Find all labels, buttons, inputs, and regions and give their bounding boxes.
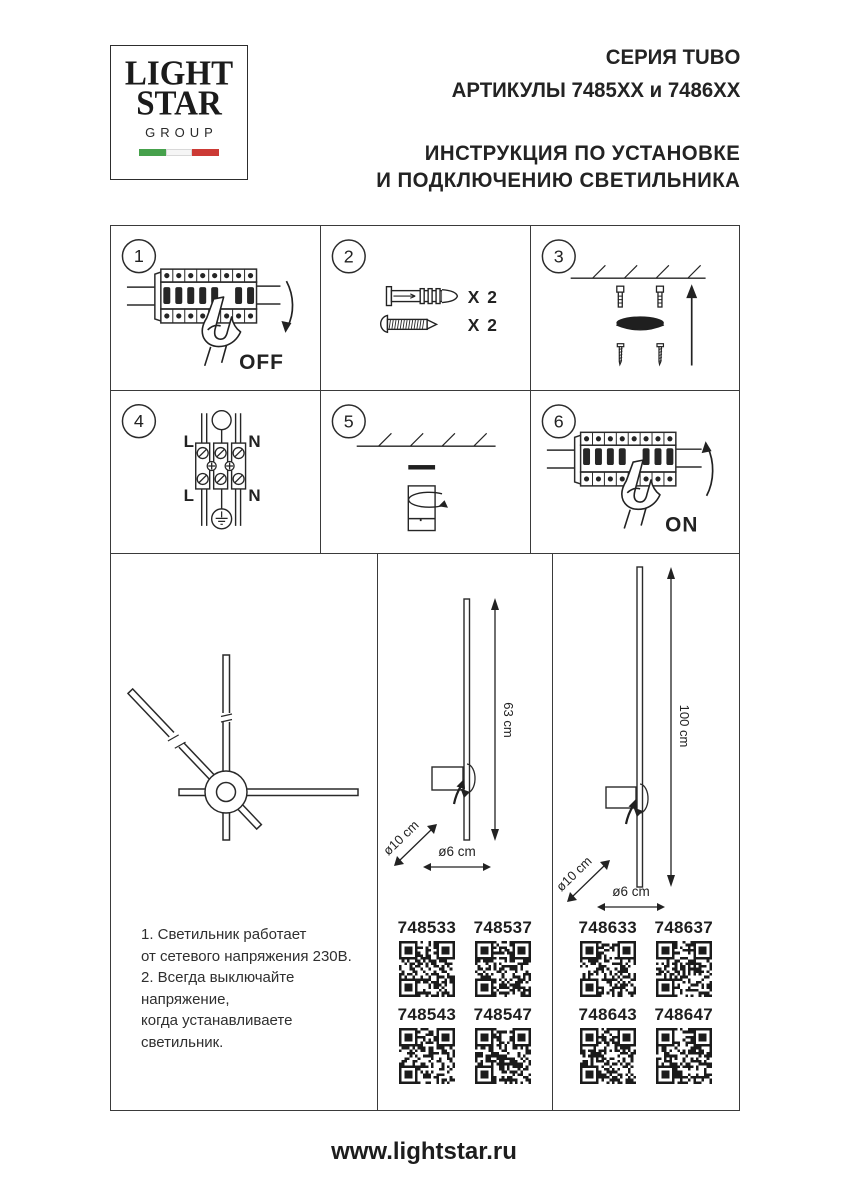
- height-dimension: [491, 598, 516, 841]
- terminal-n-top: N: [248, 432, 261, 452]
- steps-row-1: [111, 226, 739, 390]
- article-number: 748633: [578, 918, 638, 937]
- mount-dia-label: ø10 cm: [380, 817, 423, 859]
- canopy-attach-diagram: [321, 391, 529, 553]
- height-dimension: [667, 567, 692, 887]
- document-titles: [376, 46, 740, 194]
- flag-red: [192, 149, 219, 156]
- dowel-icon: [387, 287, 458, 306]
- variant-63-cell: [377, 554, 551, 1110]
- height-label: 100 cm: [676, 704, 692, 748]
- qr-code: [656, 941, 712, 997]
- steps-row-2: [111, 390, 739, 553]
- fixture-overview-sketch: [111, 570, 377, 900]
- step-1-cell: [111, 226, 320, 390]
- article-item: [398, 1005, 457, 1084]
- qr-code: [475, 1028, 531, 1084]
- ceiling-line: [570, 265, 705, 278]
- ceiling-mount-diagram: [531, 226, 739, 390]
- step-number: 1: [133, 246, 144, 267]
- pointing-hand: [202, 297, 240, 366]
- instruction-grid: [110, 225, 740, 1111]
- article-number: 748537: [473, 918, 533, 937]
- step-6-cell: [530, 391, 739, 553]
- step-3-cell: [530, 226, 739, 390]
- flag-white: [166, 149, 193, 156]
- article-item: [655, 1005, 714, 1084]
- breaker-on-diagram: [531, 391, 739, 553]
- note-line-3: 2. Всегда выключайте напряжение,: [141, 969, 295, 1008]
- fixture-overview-cell: [111, 554, 377, 1110]
- qr-code: [399, 941, 455, 997]
- note-line-2: от сетевого напряжения 230В.: [141, 947, 352, 965]
- step-number: 3: [553, 246, 564, 267]
- step-number: 6: [553, 411, 564, 432]
- article-number: 748547: [473, 1005, 533, 1024]
- article-item: [474, 1005, 533, 1084]
- note-line-1: 1. Светильник работает: [141, 926, 307, 943]
- articles-title: АРТИКУЛЫ 7485ХХ и 7486ХХ: [451, 79, 740, 102]
- variant-100-cell: [552, 554, 739, 1110]
- fixture-100-drawing: [552, 554, 739, 916]
- terminal-l-top: L: [183, 432, 194, 452]
- screw-icons: [617, 344, 663, 365]
- tube-dia-label: ø6 cm: [612, 884, 650, 899]
- bottom-row: [111, 553, 739, 1110]
- tube-diameter-dimension: [597, 884, 665, 911]
- dowel-qty-label: X 2: [468, 287, 499, 308]
- tube-dia-label: ø6 cm: [438, 844, 477, 859]
- step-4-cell: [111, 391, 320, 553]
- qr-code: [475, 941, 531, 997]
- article-item: [655, 918, 714, 997]
- screw-qty-label: X 2: [468, 314, 499, 335]
- safety-notes: [141, 924, 377, 1053]
- up-arrow: [686, 284, 697, 365]
- flag-green: [139, 149, 166, 156]
- step-number: 2: [344, 246, 355, 267]
- qr-code: [580, 941, 636, 997]
- screw-icon: [381, 315, 437, 332]
- article-number: 748637: [654, 918, 714, 937]
- step-5-cell: [320, 391, 529, 553]
- qr-code: [399, 1028, 455, 1084]
- terminal-block-diagram: [111, 391, 320, 553]
- article-number: 748533: [397, 918, 457, 937]
- article-number: 748647: [654, 1005, 714, 1024]
- qr-code: [656, 1028, 712, 1084]
- logo-line2: STAR: [136, 84, 222, 124]
- instruction-title: [376, 140, 740, 194]
- article-item: [474, 918, 533, 997]
- ceiling-line: [357, 433, 496, 446]
- article-item: [579, 1005, 638, 1084]
- note-line-4: когда устанавливаете светильник.: [141, 1012, 293, 1051]
- mount-plate: [409, 465, 436, 469]
- step-number: 5: [344, 411, 355, 432]
- breaker-off-diagram: [111, 226, 320, 390]
- anchor-icons: [616, 286, 663, 307]
- mount-dia-label: ø10 cm: [552, 853, 595, 895]
- qr-grid-63: [399, 918, 531, 1084]
- mount-diameter-dimension: [553, 853, 610, 902]
- instruction-title-line1: ИНСТРУКЦИЯ ПО УСТАНОВКЕ: [424, 142, 740, 165]
- mount-diameter-dimension: [380, 817, 437, 866]
- article-number: 748643: [578, 1005, 638, 1024]
- rotate-up-arrow: [701, 441, 712, 496]
- qr-grid-100: [580, 918, 712, 1084]
- instruction-title-line2: И ПОДКЛЮЧЕНИЮ СВЕТИЛЬНИКА: [375, 169, 740, 192]
- canopy-plate: [616, 316, 664, 329]
- article-item: [579, 918, 638, 997]
- height-label: 63 cm: [501, 702, 517, 738]
- pointing-hand: [621, 460, 659, 528]
- article-item: [398, 918, 457, 997]
- on-label: ON: [664, 513, 699, 537]
- qr-code: [580, 1028, 636, 1084]
- off-label: OFF: [239, 350, 284, 374]
- logo-line1: LIGHT: [124, 54, 234, 94]
- website-url: www.lightstar.ru: [331, 1138, 517, 1165]
- tube-diameter-dimension: [423, 844, 491, 871]
- step-number: 4: [133, 411, 144, 432]
- italian-flag-stripe: [139, 149, 219, 156]
- rotate-down-arrow: [281, 281, 292, 333]
- terminal-n-bottom: N: [248, 485, 261, 505]
- article-number: 748543: [397, 1005, 457, 1024]
- lightstar-logo: [110, 45, 248, 180]
- logo-line3: GROUP: [145, 125, 218, 140]
- terminal-l-bottom: L: [183, 485, 194, 505]
- fixture-63-drawing: [377, 554, 551, 916]
- step-2-cell: [320, 226, 529, 390]
- hardware-kit-diagram: [321, 226, 529, 390]
- series-title: СЕРИЯ TUBO: [605, 46, 740, 69]
